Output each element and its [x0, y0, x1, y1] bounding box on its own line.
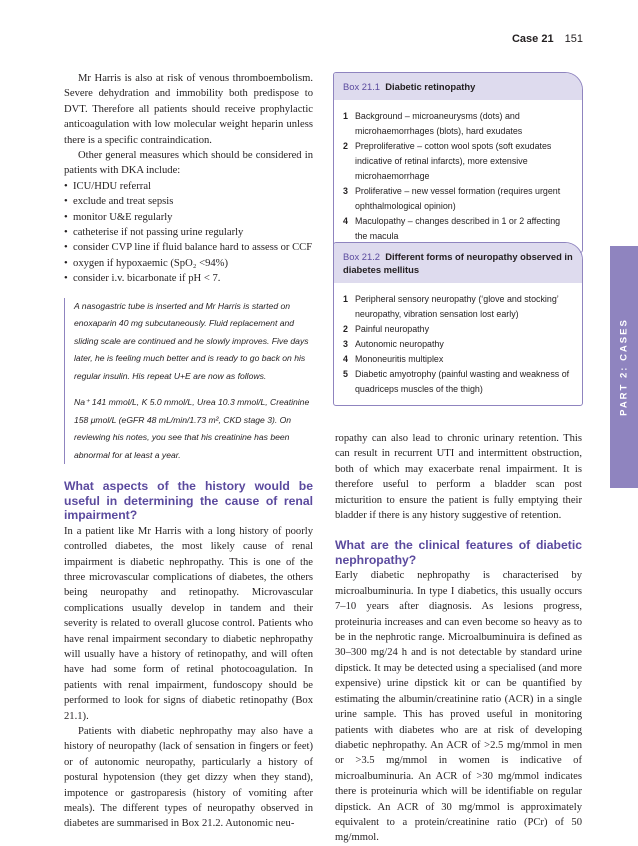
list-item: • consider i.v. bicarbonate if pH < 7.	[64, 271, 313, 286]
part-side-tab	[610, 246, 638, 488]
box-header	[334, 243, 582, 283]
box-list	[334, 283, 582, 405]
list-item: 4 Maculopathy – changes described in 1 or 2 affecting the macula	[343, 216, 561, 241]
list-item: • oxygen if hypoxaemic (SpO₂ <94%)	[64, 256, 313, 271]
list-item: 5 Diabetic amyotrophy (painful wasting and weakness of quadriceps muscles of the thigh)	[343, 369, 570, 394]
box-title: Different forms of neuropathy observed in diabetes mellitus	[343, 251, 573, 275]
dka-measures-list	[64, 179, 313, 287]
running-header	[512, 33, 583, 45]
box-diabetic-retinopathy	[333, 72, 583, 253]
box-title: Diabetic retinopathy	[385, 81, 476, 92]
list-item: • exclude and treat sepsis	[64, 194, 313, 209]
list-item: • catheterise if not passing urine regularly	[64, 225, 313, 240]
list-item: 3 Proliferative – new vessel formation (requires urgent ophthalmological opinion)	[343, 186, 561, 211]
box-label: Box 21.2	[343, 251, 381, 262]
case-update-note	[64, 298, 313, 465]
box-neuropathy-forms	[333, 242, 583, 406]
paragraph-neuropathy-history: Patients with diabetic nephropathy may also have a history of neuropathy (lack of sensation in fingers or feet) or of autonomic neuropathy, particularly a history of postural hypotension (they get dizzy when they stand), impotence or gastroparesis (history of vomiting after meals). The different types of neuropathy observed in diabetes are summarised in Box 21.2. Autonomic neu-	[64, 725, 313, 830]
list-item: • monitor U&E regularly	[64, 210, 313, 225]
list-item: • consider CVP line if fluid balance hard to assess or CCF	[64, 240, 313, 255]
paragraph-general-measures: Other general measures which should be considered in patients with DKA include:	[64, 150, 313, 177]
case-note-results: Na⁺ 141 mmol/L, K 5.0 mmol/L, Urea 10.3 mmol/L, Creatinine 158 μmol/L (eGFR 48 mL/min/1.73 m², CKD stage 3). On reviewing his notes, you see that his creatinine has been abnormal for at least a year.	[74, 397, 310, 460]
list-item: • ICU/HDU referral	[64, 179, 313, 194]
page-number: 151	[564, 33, 583, 45]
right-column	[335, 431, 582, 846]
paragraph-urinary-retention: ropathy can also lead to chronic urinary retention. This can result in recurrent UTI and intermittent obstruction, both of which may exacerbate renal impairment. It is therefore useful to perform a bladder scan post micturition to ensure the patient is fully emptying their bladder if there is any history suggestive of retention.	[335, 433, 582, 522]
case-label: Case 21	[511, 33, 554, 45]
case-note-text: A nasogastric tube is inserted and Mr Harris is started on enoxaparin 40 mg subcutaneously. Fluid replacement and sliding scale are continued and he slowly improves. Five days later, he is feeling much better and is ready to go back on his regular insulin. His repeat U+E are now as follows.	[74, 300, 309, 381]
list-item: 3 Autonomic neuropathy	[343, 339, 444, 349]
side-tab-label: PART 2: CASES	[618, 318, 630, 416]
left-column	[64, 71, 313, 832]
list-item: 4 Mononeuritis multiplex	[343, 354, 444, 364]
list-item: 1 Peripheral sensory neuropathy (‘glove and stocking’ neuropathy, vibration sensation lost early)	[343, 294, 559, 319]
box-header	[334, 73, 582, 100]
box-list	[334, 100, 582, 252]
box-label: Box 21.1	[343, 81, 381, 92]
paragraph-likely-cause: In a patient like Mr Harris with a long history of poorly controlled diabetes, the most likely cause of renal impairment is diabetic nephropathy. This is one of the three microvascular complications of diabetes, the others being neuropathy and retinopathy. Microvascular complications usually develop in tandem and their severity is related to overall glucose control. Patients who have renal impairment secondary to diabetic nephropathy will usually have a history of retinopathy, and will often have had some form of retinal photocoagulation. In patients with renal impairment, fundoscopy should be performed to look for signs of diabetic retinopathy (Box 21.1).	[64, 525, 313, 722]
paragraph-microalbuminuria: Early diabetic nephropathy is characterised by microalbuminuria. In type I diabetics, this usually occurs 7–10 years after diagnosis. As lesions progress, proteinuria increases and can even become so heavy as to be in the nephrotic range. Microalbuminuira is defined as 30–300 mg/24 h and is not detectable by standard urine dipstick. It may be detected using a specialised (and more expensive) urine dipstick kit or can be quantified by estimating the albumin/creatinine ratio (ACR) in a single urine sample. This has proved useful in monitoring patients with diabetes who are at risk of developing diabetic nephropathy. An ACR of >2.5 mg/mmol in men or >3.5 mg/mmol in women is indicative of microalbuminuria. An ACR of >30 mg/mmol indicates there is proteinuria which will be identifiable on regular dipstick. An ACR of 30 mg/mmol is approximately equivalent to a protein/creatinine ratio (PCr) of 50 mg/mmol.	[335, 570, 582, 844]
question-heading-history: What aspects of the history would be useful in determining the cause of renal impairment?	[64, 479, 313, 523]
list-item: 1 Background – microaneurysms (dots) and microhaemorrhages (blots), hard exudates	[343, 111, 523, 136]
list-item: 2 Preproliferative – cotton wool spots (soft exudates indicative of retinal infarcts), more extensive microhaemorrhage	[343, 141, 552, 181]
question-heading-clinical-features: What are the clinical features of diabetic nephropathy?	[335, 538, 582, 567]
list-item: 2 Painful neuropathy	[343, 324, 430, 334]
paragraph-vte: Mr Harris is also at risk of venous thromboembolism. Severe dehydration and immobility both predispose to DVT. Therefore all patients should receive prophylactic anticoagulation with low molecular weight heparin unless there is a specific contraindication.	[64, 73, 313, 146]
